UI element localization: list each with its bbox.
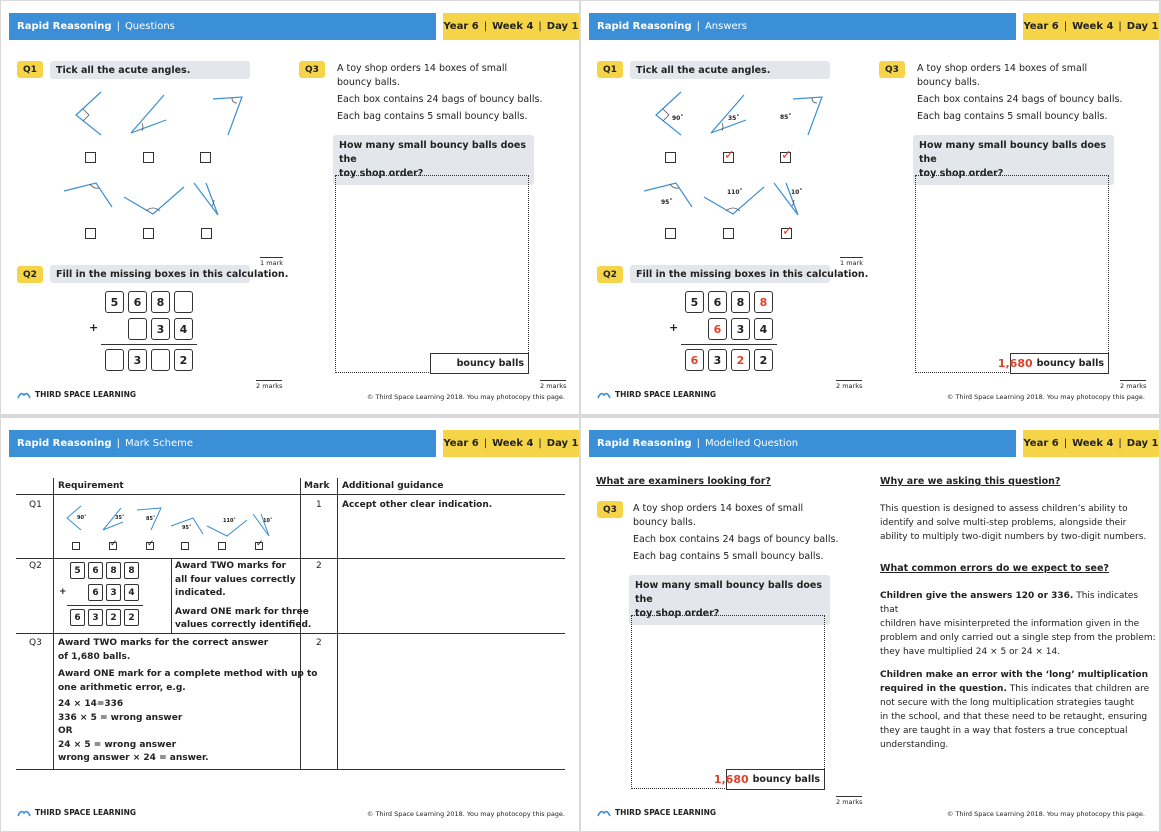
error-heading: Children give the answers 120 or 336. xyxy=(880,591,1074,601)
answer-unit: bouncy balls xyxy=(1036,358,1104,369)
q3-text xyxy=(917,62,1123,124)
third-space-learning-logo xyxy=(597,390,716,399)
digit-box: 2 xyxy=(754,349,773,371)
year-label: Year 6 xyxy=(443,438,479,449)
row-mark: 2 xyxy=(316,638,322,648)
q2-tag: Q2 xyxy=(17,266,43,283)
q3-ask: How many small bouncy balls does the xyxy=(919,140,1107,165)
digit-box: 2 xyxy=(124,609,139,626)
q3-line: A toy shop orders 14 boxes of small xyxy=(633,503,804,514)
row-label: Q2 xyxy=(29,561,42,571)
digit-box: 3 xyxy=(708,349,727,371)
row-label: Q1 xyxy=(29,500,42,510)
q1-checkbox[interactable] xyxy=(201,228,212,239)
why-text xyxy=(880,502,1146,544)
answer-value: 1,680 xyxy=(997,357,1033,370)
section-heading: Why are we asking this question? xyxy=(880,476,1061,487)
section-heading: What are examiners looking for? xyxy=(596,476,771,487)
angle-label: 10˚ xyxy=(791,189,803,196)
week-label: Week 4 xyxy=(1072,438,1114,449)
digit-box: 6 xyxy=(88,562,103,579)
answer-box xyxy=(713,769,825,790)
page-header: Rapid Reasoning | Mark Scheme xyxy=(9,430,436,457)
digit-box: 4 xyxy=(754,318,773,340)
year-week-day-badge: Year 6 | Week 4 | Day 1 xyxy=(1023,13,1159,40)
modelled-question-page xyxy=(581,418,1159,831)
q2-prompt: Fill in the missing boxes in this calculation. xyxy=(50,265,250,283)
angle-label: 95˚ xyxy=(661,199,673,206)
third-space-learning-logo xyxy=(597,808,716,817)
q2-prompt: Fill in the missing boxes in this calculation. xyxy=(630,265,830,283)
error-line: problem and only carried out a single step from the problem: xyxy=(880,633,1156,643)
answer-box[interactable] xyxy=(430,353,529,374)
q1-prompt: Tick all the acute angles. xyxy=(50,61,250,79)
q3-line: bouncy balls. xyxy=(633,517,696,528)
digit-box: 6 xyxy=(70,609,85,626)
year-label: Year 6 xyxy=(443,21,479,32)
acute-angles-mini-diagram xyxy=(63,504,273,540)
guidance-line: 336 × 5 = wrong answer xyxy=(58,712,183,723)
mark-scheme-page xyxy=(1,418,579,831)
guidance-line: all four values correctly xyxy=(175,574,296,585)
mini-checkbox xyxy=(255,539,264,550)
q3-line: bouncy balls. xyxy=(917,77,980,88)
guidance-line: of 1,680 balls. xyxy=(58,651,131,662)
third-space-learning-logo xyxy=(17,808,136,817)
digit-box[interactable]: 8 xyxy=(151,291,170,313)
error-line: in the school, and that these need to be retaught, ensuring xyxy=(880,712,1148,722)
page-header: Rapid Reasoning | Answers xyxy=(589,13,1016,40)
answers-page xyxy=(581,1,1159,414)
q3-line: bouncy balls. xyxy=(337,77,400,88)
digit-box: 3 xyxy=(106,584,121,601)
q3-line: Each box contains 24 bags of bouncy balls. xyxy=(633,534,839,545)
error-line: not secure with the long multiplication strategies taught xyxy=(880,698,1135,708)
q2-tag: Q2 xyxy=(597,266,623,283)
digit-box: 8 xyxy=(106,562,121,579)
q3-guidance xyxy=(58,637,317,766)
copyright: © Third Space Learning 2018. You may photocopy this page. xyxy=(366,393,565,401)
digit-box[interactable] xyxy=(105,349,124,371)
guidance-line: indicated. xyxy=(175,588,226,598)
q3-text xyxy=(337,62,543,124)
error-heading: Children make an error with the ‘long’ multiplication xyxy=(880,670,1149,680)
digit-box: 5 xyxy=(70,562,85,579)
digit-box[interactable]: 3 xyxy=(151,318,170,340)
error-line: This indicates that children are xyxy=(1006,684,1150,694)
year-label: Year 6 xyxy=(1023,438,1059,449)
copyright: © Third Space Learning 2018. You may photocopy this page. xyxy=(366,810,565,818)
q1-checkbox[interactable] xyxy=(780,148,792,163)
guidance-line: Award TWO marks for the correct answer xyxy=(58,638,269,648)
q1-checkbox[interactable] xyxy=(200,152,211,163)
digit-box[interactable]: 3 xyxy=(128,349,147,371)
brand-title: Rapid Reasoning xyxy=(597,438,692,449)
table-rule xyxy=(16,558,565,559)
logo-text: THIRD SPACE LEARNING xyxy=(35,808,137,817)
digit-box: 3 xyxy=(731,318,750,340)
row-guidance: Accept other clear indication. xyxy=(342,500,493,510)
digit-box[interactable] xyxy=(174,291,193,313)
year-week-day-badge: Year 6 | Week 4 | Day 1 xyxy=(1023,430,1159,457)
tick-icon: ✓ xyxy=(256,539,264,549)
answer-digit-box: 6 xyxy=(685,349,704,371)
tick-icon: ✓ xyxy=(724,148,735,163)
why-line: This question is designed to assess children’s ability to xyxy=(880,504,1128,514)
q2-marks: 2 marks xyxy=(836,382,863,390)
page-header: Rapid Reasoning | Modelled Question xyxy=(589,430,1016,457)
logo-text: THIRD SPACE LEARNING xyxy=(615,390,717,399)
page-subtitle: Modelled Question xyxy=(704,438,799,449)
error-heading: required in the question. xyxy=(880,684,1007,694)
digit-box[interactable]: 2 xyxy=(174,349,193,371)
angle-label: 85˚ xyxy=(780,114,792,121)
q1-checkbox[interactable] xyxy=(665,152,676,163)
q3-ask: toy shop order? xyxy=(339,168,424,179)
table-divider xyxy=(53,478,54,770)
working-area xyxy=(631,615,825,789)
answer-digit-box: 8 xyxy=(754,291,773,313)
page-subtitle: Questions xyxy=(124,21,175,32)
error-line: children have misinterpreted the information given in the xyxy=(880,619,1140,629)
q3-line: A toy shop orders 14 boxes of small xyxy=(917,63,1088,74)
q1-marks: 1 mark xyxy=(840,259,863,267)
logo-icon xyxy=(17,808,31,817)
q1-prompt: Tick all the acute angles. xyxy=(630,61,830,79)
logo-icon xyxy=(597,390,611,399)
angle-label: 10˚ xyxy=(263,518,273,524)
digit-box: 8 xyxy=(731,291,750,313)
why-line: identify and solve multi-step problems, alongside their xyxy=(880,518,1127,528)
digit-box: 3 xyxy=(88,609,103,626)
plus-sign: + xyxy=(89,321,99,334)
week-label: Week 4 xyxy=(492,21,534,32)
answer-digit-box: 2 xyxy=(731,349,750,371)
q3-tag: Q3 xyxy=(299,61,325,78)
mini-checkbox xyxy=(146,539,155,550)
guidance-line: wrong answer × 24 = answer. xyxy=(58,753,209,763)
error-line: they have multiplied 24 × 5 or 24 × 14. xyxy=(880,647,1061,657)
guidance-line: one arithmetic error, e.g. xyxy=(58,682,186,693)
brand-title: Rapid Reasoning xyxy=(597,21,692,32)
q2-guidance xyxy=(175,560,311,633)
sum-line xyxy=(67,605,143,606)
third-space-learning-logo xyxy=(17,390,136,399)
angle-label: 90˚ xyxy=(672,115,684,122)
mini-checkbox xyxy=(72,542,80,550)
working-area[interactable] xyxy=(335,175,529,373)
row-label: Q3 xyxy=(29,638,42,648)
q1-checkbox[interactable] xyxy=(781,224,793,239)
digit-box: 5 xyxy=(685,291,704,313)
q3-marks: 2 marks xyxy=(1120,382,1147,390)
error-line: understanding. xyxy=(880,740,949,750)
guidance-line: 24 × 5 = wrong answer xyxy=(58,739,177,750)
plus-sign: + xyxy=(59,587,67,597)
digit-box: 6 xyxy=(708,291,727,313)
q1-checkbox[interactable] xyxy=(143,228,154,239)
column-header: Requirement xyxy=(58,481,124,491)
tick-icon: ✓ xyxy=(781,148,792,163)
mini-checkbox xyxy=(109,539,118,550)
brand-title: Rapid Reasoning xyxy=(17,21,112,32)
q1-tag: Q1 xyxy=(17,61,43,78)
q3-line: Each bag contains 5 small bouncy balls. xyxy=(337,111,528,122)
q3-line: Each box contains 24 bags of bouncy balls. xyxy=(337,94,543,105)
day-label: Day 1 xyxy=(546,21,579,32)
week-label: Week 4 xyxy=(1072,21,1114,32)
q1-marks: 1 mark xyxy=(260,259,283,267)
row-mark: 1 xyxy=(316,500,322,510)
angle-label: 35˚ xyxy=(728,115,740,122)
q3-line: Each box contains 24 bags of bouncy balls. xyxy=(917,94,1123,105)
error-line: This indicates that xyxy=(880,591,1139,615)
digit-box: 2 xyxy=(106,609,121,626)
q2-marks: 2 marks xyxy=(256,382,283,390)
angle-label: 110˚ xyxy=(727,189,743,196)
table-divider xyxy=(171,558,172,633)
digit-box: 6 xyxy=(88,584,103,601)
q3-marks: 2 marks xyxy=(540,382,567,390)
q3-tag: Q3 xyxy=(597,501,623,518)
questions-page xyxy=(1,1,579,414)
why-line: ability to multiply two-digit numbers by two-digit numbers. xyxy=(880,532,1147,542)
table-rule xyxy=(16,633,565,634)
week-label: Week 4 xyxy=(492,438,534,449)
section-heading: What common errors do we expect to see? xyxy=(880,563,1109,574)
year-week-day-badge: Year 6 | Week 4 | Day 1 xyxy=(443,13,579,40)
q3-tag: Q3 xyxy=(879,61,905,78)
tick-icon: ✓ xyxy=(110,539,118,549)
sum-line xyxy=(681,344,777,345)
column-header: Mark xyxy=(304,481,330,491)
sum-line xyxy=(101,344,197,345)
error-line: they are taught in a way that fosters a true conceptual xyxy=(880,726,1128,736)
guidance-line: 24 × 14=336 xyxy=(58,699,124,709)
working-area xyxy=(915,175,1109,373)
q1-tag: Q1 xyxy=(597,61,623,78)
angle-label: 35˚ xyxy=(115,515,125,521)
mini-checkbox xyxy=(218,542,226,550)
guidance-line: Award TWO marks for xyxy=(175,561,287,571)
digit-box[interactable] xyxy=(151,349,170,371)
brand-title: Rapid Reasoning xyxy=(17,438,112,449)
digit-box[interactable]: 6 xyxy=(128,291,147,313)
q3-marks: 2 marks xyxy=(836,798,863,806)
digit-box: 8 xyxy=(124,562,139,579)
errors-text xyxy=(880,589,1159,752)
tick-icon: ✓ xyxy=(782,224,793,239)
q1-checkbox[interactable] xyxy=(665,228,676,239)
copyright: © Third Space Learning 2018. You may photocopy this page. xyxy=(946,810,1145,818)
page-header: Rapid Reasoning | Questions xyxy=(9,13,436,40)
q1-checkbox[interactable] xyxy=(143,152,154,163)
q1-checkbox[interactable] xyxy=(85,152,96,163)
angle-label: 110˚ xyxy=(223,518,236,524)
q3-ask: toy shop order? xyxy=(919,168,1004,179)
angle-label: 90˚ xyxy=(77,515,87,521)
page-subtitle: Answers xyxy=(704,21,747,32)
q1-checkbox[interactable] xyxy=(723,228,734,239)
q3-text xyxy=(633,502,839,564)
q1-checkbox[interactable] xyxy=(85,228,96,239)
copyright: © Third Space Learning 2018. You may photocopy this page. xyxy=(946,393,1145,401)
q1-checkbox[interactable] xyxy=(723,148,735,163)
logo-icon xyxy=(597,808,611,817)
digit-box: 4 xyxy=(124,584,139,601)
answer-box xyxy=(997,353,1109,374)
digit-box[interactable]: 4 xyxy=(174,318,193,340)
day-label: Day 1 xyxy=(1126,21,1159,32)
column-header: Additional guidance xyxy=(342,481,444,491)
answer-unit: bouncy balls xyxy=(752,774,820,785)
guidance-line: Award ONE mark for a complete method with up to xyxy=(58,669,318,679)
day-label: Day 1 xyxy=(546,438,579,449)
angle-label: 85˚ xyxy=(146,516,156,522)
answer-digit-box: 6 xyxy=(708,318,727,340)
q3-line: Each bag contains 5 small bouncy balls. xyxy=(633,551,824,562)
guidance-line: OR xyxy=(58,726,73,736)
q3-line: A toy shop orders 14 boxes of small xyxy=(337,63,508,74)
guidance-line: values correctly identified. xyxy=(175,620,312,630)
angle-label: 95˚ xyxy=(182,525,192,531)
q3-ask: How many small bouncy balls does the xyxy=(339,140,527,165)
digit-box[interactable] xyxy=(128,318,147,340)
answer-unit: bouncy balls xyxy=(456,358,524,369)
tick-icon: ✓ xyxy=(147,539,155,549)
q3-ask: How many small bouncy balls does the xyxy=(635,580,823,605)
digit-box[interactable]: 5 xyxy=(105,291,124,313)
page-subtitle: Mark Scheme xyxy=(124,438,194,449)
logo-text: THIRD SPACE LEARNING xyxy=(35,390,137,399)
answer-value: 1,680 xyxy=(713,773,749,786)
day-label: Day 1 xyxy=(1126,438,1159,449)
logo-text: THIRD SPACE LEARNING xyxy=(615,808,717,817)
year-label: Year 6 xyxy=(1023,21,1059,32)
table-rule xyxy=(16,769,565,770)
mini-checkbox xyxy=(181,542,189,550)
table-divider xyxy=(337,478,338,770)
row-mark: 2 xyxy=(316,561,322,571)
table-rule xyxy=(16,494,565,495)
q3-ask: toy shop order? xyxy=(635,608,720,619)
q3-line: Each bag contains 5 small bouncy balls. xyxy=(917,111,1108,122)
year-week-day-badge: Year 6 | Week 4 | Day 1 xyxy=(443,430,579,457)
guidance-line: Award ONE mark for three xyxy=(175,606,309,617)
plus-sign: + xyxy=(669,321,679,334)
logo-icon xyxy=(17,390,31,399)
